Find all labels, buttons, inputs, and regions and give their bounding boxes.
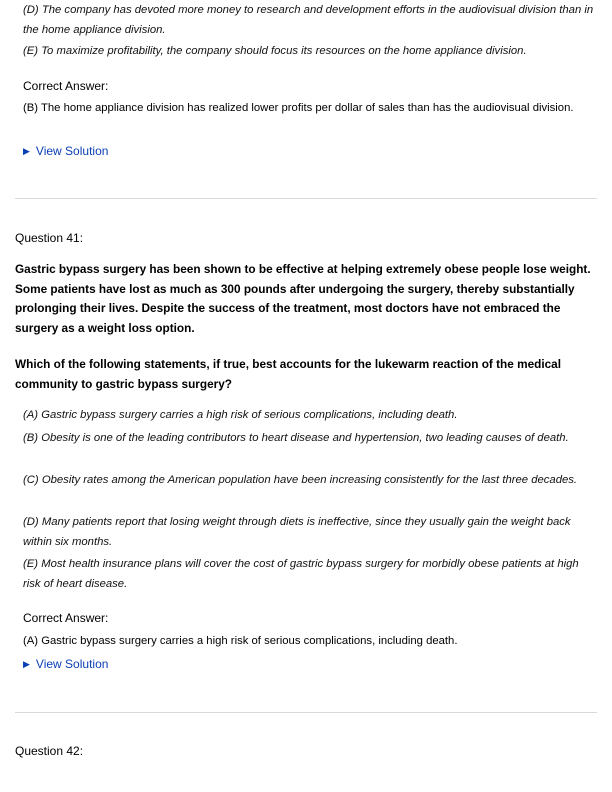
option-a: (A) Gastric bypass surgery carries a high risk of serious complications, including death. <box>23 409 458 421</box>
option-d: (D) The company has devoted more money to research and development efforts in the audiovisual division than in the home appliance division. <box>23 4 594 36</box>
correct-answer-text: (B) The home appliance division has realized lower profits per dollar of sales than has the audiovisual division. <box>23 102 574 114</box>
question-prompt: Which of the following statements, if true, best accounts for the lukewarm reaction of the medical community to gastric bypass surgery? <box>15 357 562 391</box>
correct-answer-text: (A) Gastric bypass surgery carries a high risk of serious complications, including death. <box>23 635 458 647</box>
view-solution-label: View Solution <box>35 657 109 671</box>
expand-triangle-icon: ▶ <box>23 146 30 156</box>
option-d: (D) Many patients report that losing weight through diets is ineffective, since they usually gain the weight back within six months. <box>23 516 571 548</box>
divider <box>15 198 597 199</box>
question-heading: Question 42: <box>15 744 84 758</box>
question-passage: Gastric bypass surgery has been shown to be effective at helping extremely obese people lose weight. Some patients have lost as much as 300 pounds after undergoing the surgery, thereby substantially prolonging their lives. Despite the success of the treatment, most doctors have not embraced the surgery as a weight loss option. <box>15 262 591 335</box>
view-solution-label: View Solution <box>35 144 109 158</box>
option-e: (E) Most health insurance plans will cover the cost of gastric bypass surgery for morbidly obese patients at high risk of heart disease. <box>23 558 579 590</box>
correct-answer-label: Correct Answer: <box>23 79 109 93</box>
view-solution-link[interactable] <box>23 654 108 675</box>
divider <box>15 712 597 713</box>
correct-answer-label: Correct Answer: <box>23 611 109 625</box>
expand-triangle-icon: ▶ <box>23 659 30 669</box>
option-c: (C) Obesity rates among the American population have been increasing consistently for the last three decades. <box>23 474 578 486</box>
question-heading: Question 41: <box>15 231 84 245</box>
view-solution-link[interactable] <box>23 141 108 162</box>
option-b: (B) Obesity is one of the leading contributors to heart disease and hypertension, two leading causes of death. <box>23 432 569 444</box>
option-e: (E) To maximize profitability, the company should focus its resources on the home appliance division. <box>23 45 527 57</box>
